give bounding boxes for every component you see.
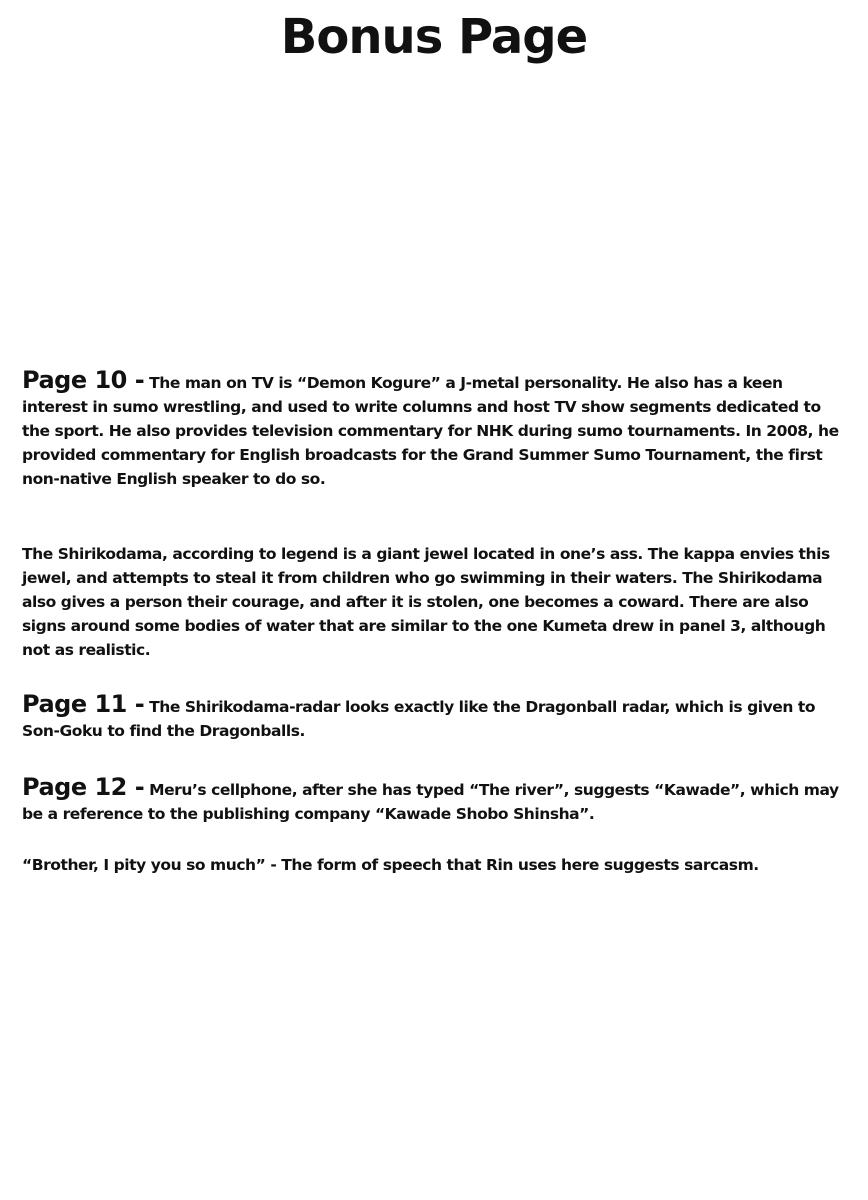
note-brother-quote xyxy=(22,853,850,877)
note-page-11 xyxy=(22,692,850,743)
note-text: The Shirikodama-radar looks exactly like the Dragonball radar, which is given to Son-Goku to find the Dragonballs. xyxy=(22,698,816,740)
note-heading: Page 11 - xyxy=(22,690,145,718)
note-heading: Page 12 - xyxy=(22,773,145,801)
page-title: Bonus Page xyxy=(280,9,588,65)
note-text: Meru’s cellphone, after she has typed “The river”, suggests “Kawade”, which may be a reference to the publishing company “Kawade Shobo Shinsha”. xyxy=(22,781,839,823)
note-text: The Shirikodama, according to legend is a giant jewel located in one’s ass. The kappa envies this jewel, and attempts to steal it from children who go swimming in their waters. The Shirikodama also gives a person their courage, and after it is stolen, one becomes a coward. There are also signs around some bodies of water that are similar to the one Kumeta drew in panel 3, although not as realistic. xyxy=(22,545,830,659)
note-heading: Page 10 - xyxy=(22,366,145,394)
note-page-12 xyxy=(22,775,850,826)
note-shirikodama xyxy=(22,542,850,662)
note-page-10 xyxy=(22,368,850,491)
note-text: “Brother, I pity you so much” - The form of speech that Rin uses here suggests sarcasm. xyxy=(22,856,759,874)
note-text: The man on TV is “Demon Kogure” a J-metal personality. He also has a keen interest in sumo wrestling, and used to write columns and host TV show segments dedicated to the sport. He also provides television commentary for NHK during sumo tournaments. In 2008, he provided commentary for English broadcasts for the Grand Summer Sumo Tournament, the first non-native English speaker to do so. xyxy=(22,374,839,488)
